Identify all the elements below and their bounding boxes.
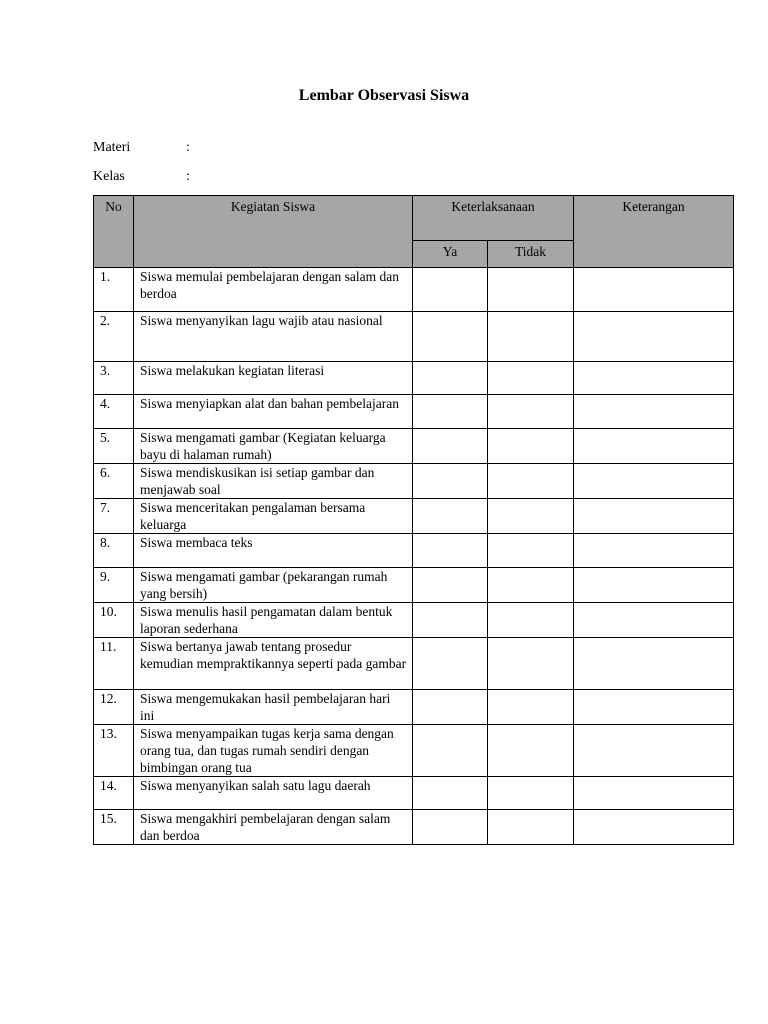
row-yes-cell (413, 395, 488, 429)
table-header (94, 196, 734, 268)
header-yes: Ya (413, 241, 488, 268)
row-no-cell (488, 499, 574, 534)
field-kelas-separator: : (186, 169, 190, 184)
field-kelas (93, 168, 190, 186)
table-row (94, 395, 734, 429)
table-row (94, 638, 734, 690)
row-number: 8. (94, 534, 134, 568)
row-yes-cell (413, 690, 488, 725)
row-notes-cell (574, 312, 734, 362)
table-row (94, 464, 734, 499)
row-notes-cell (574, 568, 734, 603)
row-activity: Siswa melakukan kegiatan literasi (134, 362, 413, 395)
row-activity: Siswa menceritakan pengalaman bersama keluarga (134, 499, 413, 534)
header-no-option: Tidak (488, 241, 574, 268)
row-number: 12. (94, 690, 134, 725)
row-notes-cell (574, 362, 734, 395)
row-activity: Siswa mengemukakan hasil pembelajaran hari ini (134, 690, 413, 725)
row-notes-cell (574, 499, 734, 534)
row-activity: Siswa mendiskusikan isi setiap gambar dan menjawab soal (134, 464, 413, 499)
observation-table (93, 195, 734, 845)
row-number: 5. (94, 429, 134, 464)
table-row (94, 810, 734, 845)
row-number: 6. (94, 464, 134, 499)
row-no-cell (488, 568, 574, 603)
table-row (94, 725, 734, 777)
row-yes-cell (413, 429, 488, 464)
row-notes-cell (574, 725, 734, 777)
row-yes-cell (413, 777, 488, 810)
row-yes-cell (413, 268, 488, 312)
table-row (94, 499, 734, 534)
row-no-cell (488, 603, 574, 638)
row-number: 14. (94, 777, 134, 810)
table-row (94, 429, 734, 464)
row-notes-cell (574, 464, 734, 499)
header-no: No (94, 196, 134, 268)
document-title: Lembar Observasi Siswa (298, 87, 470, 104)
row-notes-cell (574, 429, 734, 464)
row-no-cell (488, 395, 574, 429)
row-no-cell (488, 464, 574, 499)
row-yes-cell (413, 362, 488, 395)
row-notes-cell (574, 690, 734, 725)
row-notes-cell (574, 534, 734, 568)
table-row (94, 534, 734, 568)
row-yes-cell (413, 810, 488, 845)
row-notes-cell (574, 638, 734, 690)
row-yes-cell (413, 725, 488, 777)
row-number: 3. (94, 362, 134, 395)
row-no-cell (488, 312, 574, 362)
header-activity: Kegiatan Siswa (134, 196, 413, 268)
row-activity: Siswa menyanyikan salah satu lagu daerah (134, 777, 413, 810)
table-row (94, 777, 734, 810)
row-no-cell (488, 810, 574, 845)
row-activity: Siswa mengakhiri pembelajaran dengan salam dan berdoa (134, 810, 413, 845)
table-row (94, 268, 734, 312)
field-materi-label: Materi (93, 140, 131, 155)
row-number: 9. (94, 568, 134, 603)
table-row (94, 568, 734, 603)
row-notes-cell (574, 603, 734, 638)
row-yes-cell (413, 568, 488, 603)
row-activity: Siswa mengamati gambar (pekarangan rumah yang bersih) (134, 568, 413, 603)
row-no-cell (488, 268, 574, 312)
row-yes-cell (413, 464, 488, 499)
row-notes-cell (574, 395, 734, 429)
row-no-cell (488, 534, 574, 568)
row-number: 4. (94, 395, 134, 429)
row-notes-cell (574, 777, 734, 810)
table-row (94, 362, 734, 395)
row-yes-cell (413, 312, 488, 362)
field-kelas-label: Kelas (93, 169, 125, 184)
row-activity: Siswa menyanyikan lagu wajib atau nasional (134, 312, 413, 362)
field-materi (93, 139, 190, 157)
row-activity: Siswa bertanya jawab tentang prosedur kemudian mempraktikannya seperti pada gambar (134, 638, 413, 690)
row-activity: Siswa menyiapkan alat dan bahan pembelajaran (134, 395, 413, 429)
table-row (94, 603, 734, 638)
header-notes: Keterangan (574, 196, 734, 268)
row-number: 2. (94, 312, 134, 362)
row-activity: Siswa mengamati gambar (Kegiatan keluarga bayu di halaman rumah) (134, 429, 413, 464)
row-number: 1. (94, 268, 134, 312)
row-no-cell (488, 638, 574, 690)
row-activity: Siswa memulai pembelajaran dengan salam dan berdoa (134, 268, 413, 312)
row-yes-cell (413, 638, 488, 690)
row-number: 7. (94, 499, 134, 534)
row-yes-cell (413, 499, 488, 534)
row-number: 13. (94, 725, 134, 777)
row-activity: Siswa membaca teks (134, 534, 413, 568)
row-yes-cell (413, 534, 488, 568)
row-no-cell (488, 690, 574, 725)
row-number: 10. (94, 603, 134, 638)
row-number: 15. (94, 810, 134, 845)
row-notes-cell (574, 810, 734, 845)
row-yes-cell (413, 603, 488, 638)
row-no-cell (488, 725, 574, 777)
row-activity: Siswa menyampaikan tugas kerja sama dengan orang tua, dan tugas rumah sendiri dengan bimbingan orang tua (134, 725, 413, 777)
row-number: 11. (94, 638, 134, 690)
field-materi-separator: : (186, 140, 190, 155)
row-no-cell (488, 362, 574, 395)
table-row (94, 690, 734, 725)
table-row (94, 312, 734, 362)
header-implementation: Keterlaksanaan (413, 196, 574, 241)
row-no-cell (488, 777, 574, 810)
table-body (94, 268, 734, 845)
row-no-cell (488, 429, 574, 464)
row-notes-cell (574, 268, 734, 312)
row-activity: Siswa menulis hasil pengamatan dalam bentuk laporan sederhana (134, 603, 413, 638)
